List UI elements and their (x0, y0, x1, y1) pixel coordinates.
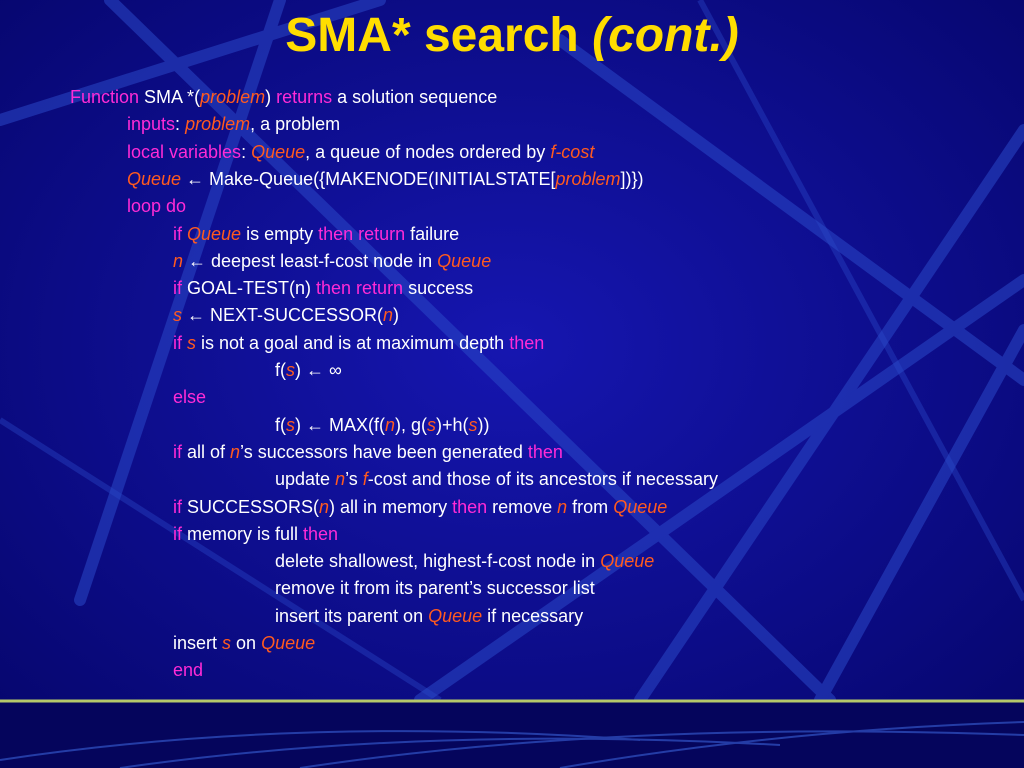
code-line (127, 166, 644, 193)
code-text: SUCCESSORS( (182, 496, 320, 517)
code-line (127, 139, 594, 166)
variable: n (173, 250, 184, 271)
code-line (275, 548, 654, 575)
keyword: local variables (127, 141, 242, 162)
code-line (275, 466, 718, 493)
code-line (173, 330, 544, 357)
code-text: remove it from its parent’s successor list (275, 578, 595, 599)
keyword: returns (276, 87, 333, 107)
code-text: )) (477, 414, 490, 435)
code-text: success (403, 278, 474, 299)
variable: s (222, 633, 232, 653)
keyword: if (173, 278, 182, 299)
variable: s (286, 414, 295, 435)
code-text: ’s (345, 469, 363, 490)
keyword: inputs (127, 114, 176, 135)
variable: problem (185, 114, 251, 135)
code-text: ), g( (395, 414, 428, 435)
variable: s (468, 414, 478, 435)
variable: n (383, 305, 394, 326)
keyword: Function (70, 87, 140, 107)
keyword: if (173, 496, 182, 517)
variable: s (427, 414, 437, 435)
variable: problem (200, 87, 266, 107)
keyword: if (173, 441, 182, 462)
code-line (173, 657, 203, 684)
code-line (70, 84, 497, 111)
variable: n (319, 496, 330, 517)
code-line (173, 248, 491, 275)
code-text: all of (182, 441, 231, 462)
code-text: memory is full (182, 523, 304, 544)
code-text: ) ← ∞ (295, 360, 342, 380)
code-text: ← Make-Queue({MAKENODE(INITIALSTATE[ (181, 168, 556, 189)
code-line (275, 412, 490, 439)
variable: s (187, 332, 197, 353)
code-text: failure (405, 223, 460, 244)
keyword: then return (316, 278, 404, 299)
code-text: insert its parent on (275, 605, 429, 626)
code-text: f( (275, 414, 286, 435)
variable: Queue (127, 168, 182, 189)
code-text: is not a goal and is at maximum depth (196, 332, 510, 353)
code-line (127, 193, 186, 220)
keyword: loop do (127, 196, 187, 217)
code-text: , a problem (250, 114, 341, 135)
variable: Queue (261, 633, 316, 653)
code-text: on (231, 633, 262, 653)
code-line (173, 302, 399, 329)
code-text: if necessary (482, 605, 584, 626)
variable: n (557, 496, 568, 517)
code-text: remove (487, 496, 558, 517)
code-text: SMA *( (139, 87, 201, 107)
code-text: , a queue of nodes ordered by (305, 141, 551, 162)
code-text: )+h( (436, 414, 469, 435)
keyword: then return (318, 223, 406, 244)
code-text: -cost and those of its ancestors if necessary (367, 469, 718, 490)
title-suffix: (cont.) (592, 9, 739, 62)
code-line (173, 521, 338, 548)
code-line (173, 384, 206, 411)
code-line (127, 111, 340, 138)
keyword: then (452, 496, 488, 517)
variable: Queue (187, 223, 242, 244)
variable: f-cost (550, 141, 595, 162)
variable: Queue (600, 551, 655, 572)
code-line (173, 630, 315, 657)
keyword: if (173, 523, 182, 544)
keyword: then (303, 523, 339, 544)
variable: Queue (251, 141, 306, 162)
slide-title (0, 6, 1024, 66)
code-text: f( (275, 360, 286, 380)
code-text: delete shallowest, highest-f-cost node in (275, 551, 601, 572)
variable: n (335, 469, 346, 490)
code-text: a solution sequence (332, 87, 498, 107)
keyword: if (173, 332, 188, 353)
code-text: ) ← MAX(f( (295, 414, 385, 435)
variable: problem (555, 168, 621, 189)
code-line (173, 494, 667, 521)
code-line (275, 603, 583, 630)
code-line (275, 575, 595, 602)
keyword: end (173, 660, 204, 681)
code-text: ])}) (620, 168, 644, 189)
keyword: if (173, 223, 188, 244)
code-text: is empty (241, 223, 319, 244)
code-line (173, 221, 459, 248)
code-text: GOAL-TEST(n) (182, 278, 317, 299)
code-text: ← NEXT-SUCCESSOR( (182, 305, 384, 326)
variable: f (362, 469, 368, 490)
variable: n (385, 414, 396, 435)
code-line (173, 439, 563, 466)
code-text: : (175, 114, 186, 135)
code-line (275, 357, 342, 384)
code-text: ) all in memory (329, 496, 453, 517)
variable: Queue (428, 605, 483, 626)
code-text: ← deepest least-f-cost node in (183, 250, 438, 271)
variable: n (230, 441, 241, 462)
code-text: update (275, 469, 336, 490)
title-main: SMA* search (285, 9, 579, 62)
code-text: ) (265, 87, 277, 107)
code-text: insert (173, 633, 223, 653)
variable: s (173, 305, 182, 326)
code-text: : (241, 141, 252, 162)
variable: Queue (437, 250, 492, 271)
keyword: then (509, 332, 545, 353)
code-text: ) (393, 305, 400, 326)
variable: s (286, 360, 295, 380)
keyword: else (173, 387, 207, 408)
keyword: then (527, 441, 563, 462)
code-line (173, 275, 473, 302)
code-text: from (567, 496, 614, 517)
variable: Queue (613, 496, 668, 517)
code-text: ’s successors have been generated (240, 441, 528, 462)
